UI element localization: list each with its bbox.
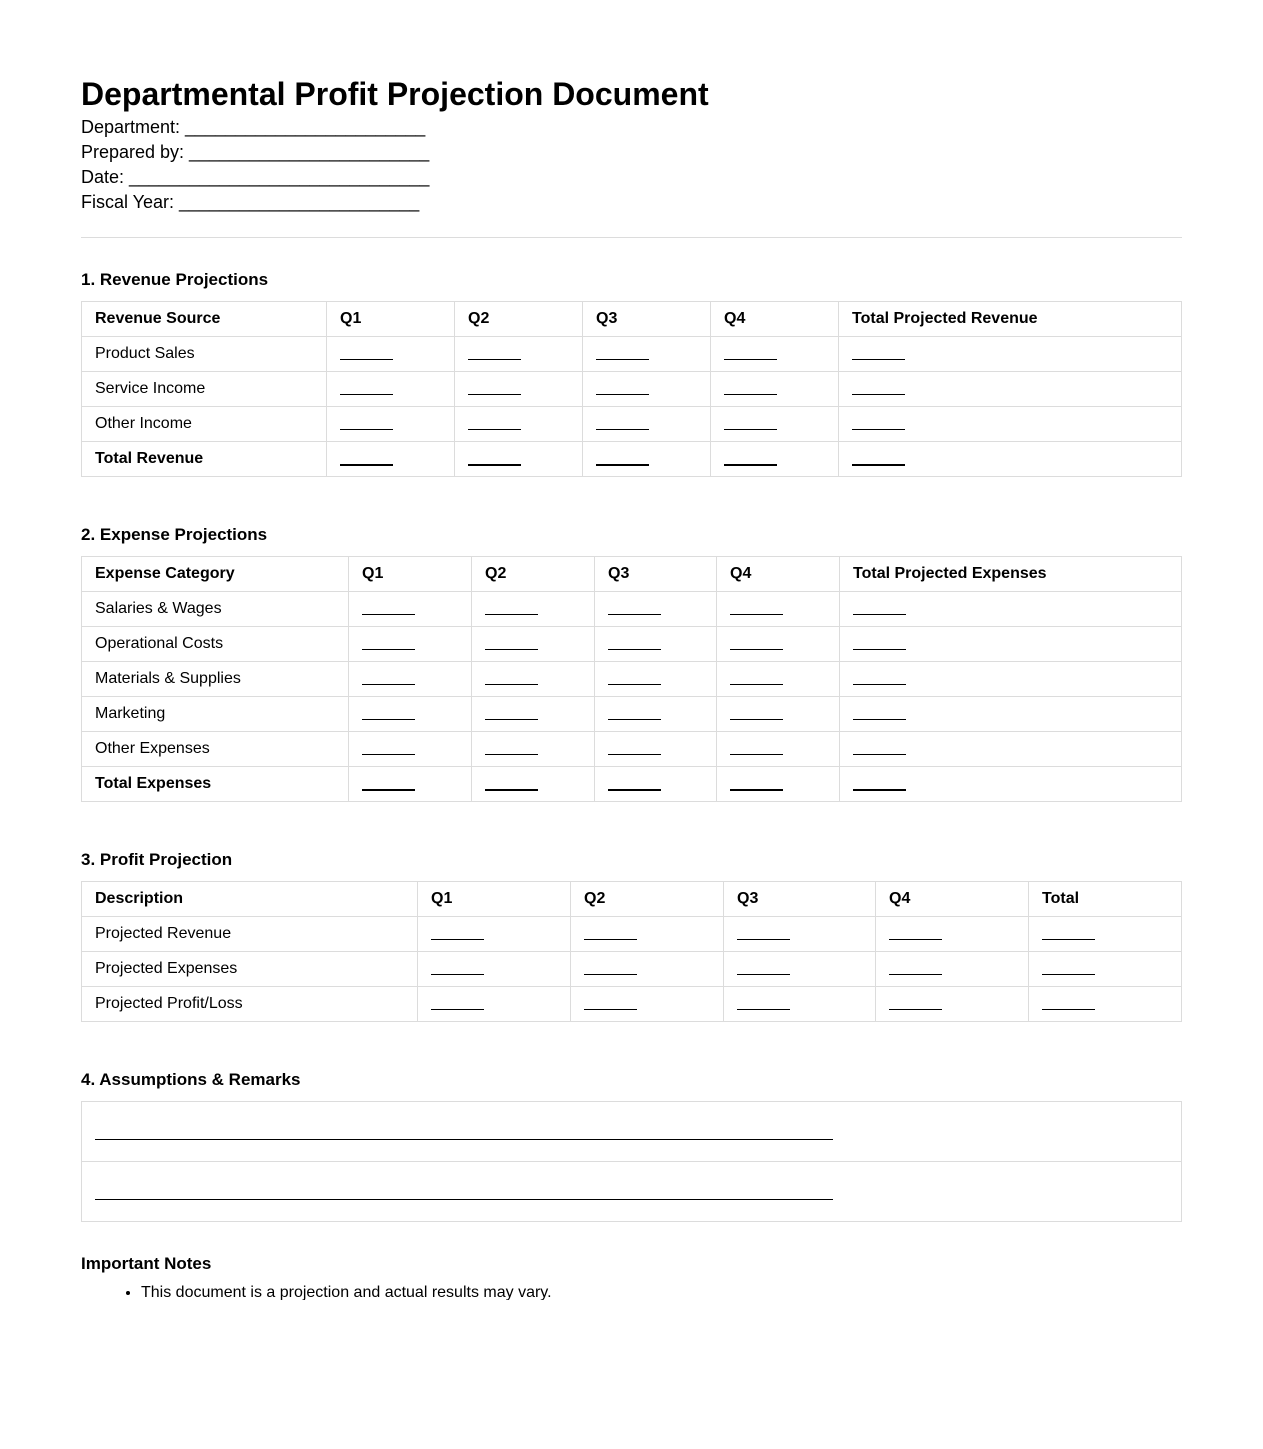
blank-field[interactable] (724, 464, 777, 466)
row-label: Product Sales (82, 337, 327, 372)
profit-heading: 3. Profit Projection (81, 850, 233, 869)
blank-field[interactable] (608, 614, 661, 615)
blank-field[interactable] (1042, 1009, 1095, 1010)
document-title: Departmental Profit Projection Document (81, 76, 709, 112)
table-row (82, 372, 1182, 407)
row-label: Projected Expenses (82, 952, 418, 987)
column-header: Q3 (595, 557, 717, 592)
revenue-heading: 1. Revenue Projections (81, 270, 269, 289)
column-header: Q4 (717, 557, 840, 592)
row-label: Other Income (82, 407, 327, 442)
section-divider (81, 237, 1182, 238)
table-row (82, 952, 1182, 987)
column-header: Q2 (472, 557, 595, 592)
blank-field[interactable] (362, 649, 415, 650)
blank-field[interactable] (340, 464, 393, 466)
blank-field[interactable] (608, 754, 661, 755)
blank-field[interactable] (730, 614, 783, 615)
blank-field[interactable] (1042, 974, 1095, 975)
column-header: Description (82, 882, 418, 917)
blank-field[interactable] (853, 684, 906, 685)
blank-field[interactable] (852, 429, 905, 430)
blank-field[interactable] (584, 939, 637, 940)
remark-line[interactable] (95, 1199, 833, 1200)
blank-field[interactable] (730, 649, 783, 650)
blank-field[interactable] (596, 429, 649, 430)
profit-table (81, 881, 1182, 1022)
table-row (82, 697, 1182, 732)
column-header: Q4 (711, 302, 839, 337)
row-label: Operational Costs (82, 627, 349, 662)
blank-field[interactable] (468, 464, 521, 466)
blank-field[interactable] (608, 789, 661, 791)
column-header: Total Projected Expenses (840, 557, 1182, 592)
blank-field[interactable] (485, 649, 538, 650)
blank-field[interactable] (468, 359, 521, 360)
blank-field[interactable] (362, 684, 415, 685)
column-header: Q2 (455, 302, 583, 337)
remarks-table (81, 1101, 1182, 1222)
blank-field[interactable] (852, 359, 905, 360)
blank-field[interactable] (853, 614, 906, 615)
expenses-heading: 2. Expense Projections (81, 525, 268, 544)
blank-field[interactable] (362, 614, 415, 615)
blank-field[interactable] (724, 359, 777, 360)
document-meta (81, 115, 429, 215)
blank-field[interactable] (730, 754, 783, 755)
blank-field[interactable] (853, 719, 906, 720)
column-header: Total (1029, 882, 1182, 917)
blank-field[interactable] (852, 464, 905, 466)
row-label: Total Expenses (82, 767, 349, 802)
blank-field[interactable] (468, 394, 521, 395)
blank-field[interactable] (853, 649, 906, 650)
expenses-header-row (82, 557, 1182, 592)
blank-field[interactable] (584, 974, 637, 975)
prepared-by-field[interactable]: Prepared by: ________________________ (81, 142, 430, 162)
blank-field[interactable] (485, 789, 538, 791)
row-label: Projected Profit/Loss (82, 987, 418, 1022)
list-item: • This document is a projection and actual results may vary. (141, 1282, 552, 1300)
blank-field[interactable] (485, 754, 538, 755)
remark-row (82, 1102, 1182, 1162)
row-label: Projected Revenue (82, 917, 418, 952)
blank-field[interactable] (889, 939, 942, 940)
blank-field[interactable] (340, 359, 393, 360)
profit-header-row (82, 882, 1182, 917)
blank-field[interactable] (737, 974, 790, 975)
row-label: Total Revenue (82, 442, 327, 477)
blank-field[interactable] (485, 614, 538, 615)
date-field[interactable]: Date: ______________________________ (81, 167, 430, 187)
blank-field[interactable] (584, 1009, 637, 1010)
blank-field[interactable] (608, 719, 661, 720)
table-row (82, 592, 1182, 627)
blank-field[interactable] (468, 429, 521, 430)
column-header: Q1 (418, 882, 571, 917)
table-row (82, 917, 1182, 952)
blank-field[interactable] (724, 394, 777, 395)
department-field[interactable]: Department: ________________________ (81, 117, 426, 137)
blank-field[interactable] (485, 719, 538, 720)
blank-field[interactable] (431, 974, 484, 975)
column-header: Expense Category (82, 557, 349, 592)
blank-field[interactable] (737, 939, 790, 940)
column-header: Revenue Source (82, 302, 327, 337)
blank-field[interactable] (889, 974, 942, 975)
blank-field[interactable] (730, 719, 783, 720)
blank-field[interactable] (737, 1009, 790, 1010)
table-row (82, 987, 1182, 1022)
revenue-header-row (82, 302, 1182, 337)
expenses-table (81, 556, 1182, 802)
total-row (82, 767, 1182, 802)
blank-field[interactable] (1042, 939, 1095, 940)
remark-row (82, 1162, 1182, 1222)
remark-line[interactable] (95, 1139, 833, 1140)
blank-field[interactable] (340, 429, 393, 430)
row-label: Other Expenses (82, 732, 349, 767)
blank-field[interactable] (853, 754, 906, 755)
blank-field[interactable] (485, 684, 538, 685)
column-header: Total Projected Revenue (839, 302, 1182, 337)
blank-field[interactable] (340, 394, 393, 395)
row-label: Salaries & Wages (82, 592, 349, 627)
column-header: Q3 (583, 302, 711, 337)
table-row (82, 337, 1182, 372)
revenue-table (81, 301, 1182, 477)
blank-field[interactable] (431, 939, 484, 940)
blank-field[interactable] (431, 1009, 484, 1010)
blank-field[interactable] (596, 464, 649, 466)
blank-field[interactable] (724, 429, 777, 430)
row-label: Marketing (82, 697, 349, 732)
table-row (82, 627, 1182, 662)
column-header: Q4 (876, 882, 1029, 917)
column-header: Q3 (724, 882, 876, 917)
blank-field[interactable] (362, 719, 415, 720)
row-label: Materials & Supplies (82, 662, 349, 697)
blank-field[interactable] (362, 789, 415, 791)
blank-field[interactable] (852, 394, 905, 395)
blank-field[interactable] (596, 359, 649, 360)
column-header: Q1 (349, 557, 472, 592)
table-row (82, 407, 1182, 442)
blank-field[interactable] (889, 1009, 942, 1010)
column-header: Q2 (571, 882, 724, 917)
blank-field[interactable] (362, 754, 415, 755)
notes-list (81, 1282, 552, 1300)
remarks-heading: 4. Assumptions & Remarks (81, 1070, 301, 1089)
blank-field[interactable] (596, 394, 649, 395)
table-row (82, 662, 1182, 697)
blank-field[interactable] (730, 684, 783, 685)
blank-field[interactable] (608, 649, 661, 650)
blank-field[interactable] (853, 789, 906, 791)
blank-field[interactable] (608, 684, 661, 685)
notes-heading: Important Notes (81, 1254, 212, 1273)
fiscal-year-field[interactable]: Fiscal Year: ________________________ (81, 192, 420, 212)
blank-field[interactable] (730, 789, 783, 791)
table-row (82, 732, 1182, 767)
row-label: Service Income (82, 372, 327, 407)
total-row (82, 442, 1182, 477)
column-header: Q1 (327, 302, 455, 337)
